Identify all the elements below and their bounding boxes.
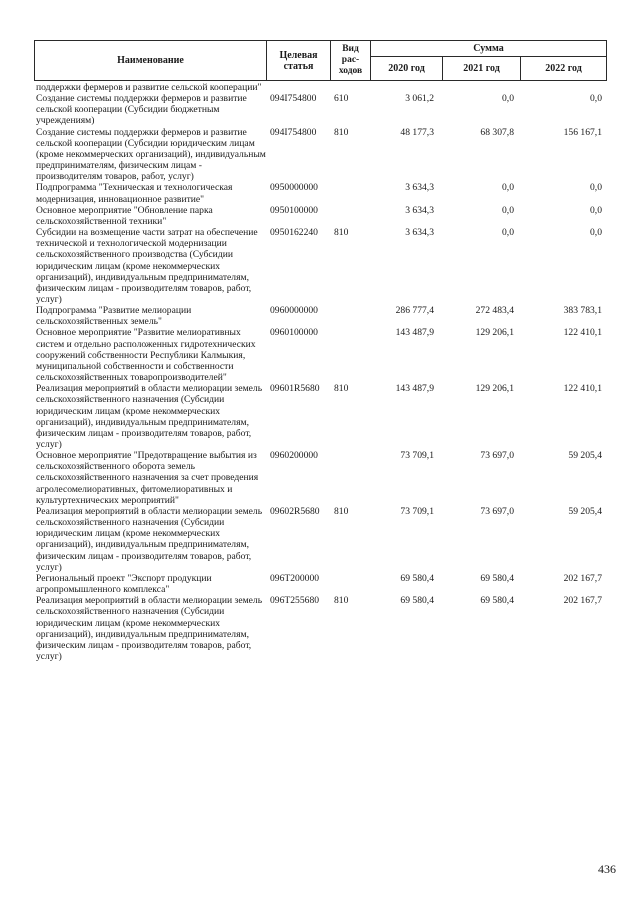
row-expense-kind: 810 <box>334 505 349 517</box>
row-target-code: 096T200000 <box>270 572 320 584</box>
row-value-2021: 0,0 <box>502 182 514 194</box>
row-value-2020: 69 580,4 <box>400 595 434 607</box>
row-expense-kind: 810 <box>334 383 349 395</box>
header-target: Целевая статья <box>267 41 331 81</box>
row-target-code: 0960200000 <box>270 450 318 462</box>
row-name: Реализация мероприятий в области мелиорации земель сельскохозяйственного назначения (Субсидии юридическим лицам (кроме некоммерческих организаций), индивидуальным предпринимателям, физическим лицам - производителям товаров, работ, услуг) <box>36 595 263 662</box>
row-name: Создание системы поддержки фермеров и развитие сельской кооперации (Субсидии бюджетным учреждениям) <box>36 93 247 127</box>
row-value-2022: 156 167,1 <box>563 126 602 138</box>
row-value-2021: 272 483,4 <box>475 305 514 317</box>
row-target-code: 0950162240 <box>270 227 318 239</box>
header-2022: 2022 год <box>521 57 607 81</box>
row-target-code: 094I754800 <box>270 126 317 138</box>
row-value-2021: 69 580,4 <box>480 595 514 607</box>
table-row <box>34 127 606 183</box>
row-expense-kind: 810 <box>334 126 349 138</box>
row-value-2020: 3 634,3 <box>405 204 434 216</box>
row-value-2022: 59 205,4 <box>568 505 602 517</box>
row-target-code: 0960000000 <box>270 305 318 317</box>
table-row <box>34 327 606 383</box>
header-2020: 2020 год <box>371 57 443 81</box>
row-target-code: 096T255680 <box>270 595 320 607</box>
row-value-2021: 0,0 <box>502 93 514 105</box>
header-2021: 2021 год <box>443 57 521 81</box>
row-value-2022: 0,0 <box>590 182 602 194</box>
table-header <box>34 40 607 81</box>
row-name: Реализация мероприятий в области мелиорации земель сельскохозяйственного назначения (Субсидии юридическим лицам (кроме некоммерческих организаций), индивидуальным предпринимателям, физическим лицам - производителям товаров, работ, услуг) <box>36 383 263 450</box>
row-value-2022: 383 783,1 <box>563 305 602 317</box>
row-value-2021: 0,0 <box>502 204 514 216</box>
row-value-2020: 3 634,3 <box>405 182 434 194</box>
row-name: Основное мероприятие "Развитие мелиоративных систем и отдельно расположенных гидротехнических сооружений собственности Республики Калмыкия, муниципальной собственности и собственности сельскохозяйственных товаропроизводителей" <box>36 327 256 384</box>
row-name: Основное мероприятие "Обновление парка сельскохозяйственной техники" <box>36 204 213 227</box>
table-row <box>34 573 606 595</box>
row-value-2021: 129 206,1 <box>475 327 514 339</box>
row-value-2022: 202 167,7 <box>563 595 602 607</box>
row-value-2020: 48 177,3 <box>400 126 434 138</box>
row-name: Основное мероприятие "Предотвращение выбытия из сельскохозяйственного оборота земель сельскохозяйственного назначения за счет проведения агролесомелиоративных, фитомелиоративных и культуртехнических мероприятий" <box>36 450 259 506</box>
table-row <box>34 450 606 506</box>
row-value-2020: 143 487,9 <box>395 383 434 395</box>
row-name: Региональный проект "Экспорт продукции агропромышленного комплекса" <box>36 572 212 596</box>
table-row <box>34 595 606 662</box>
row-value-2022: 0,0 <box>590 227 602 239</box>
page-number: 436 <box>598 862 616 876</box>
row-value-2021: 73 697,0 <box>480 505 514 517</box>
table-row <box>34 227 606 305</box>
row-value-2022: 59 205,4 <box>568 450 602 462</box>
row-value-2020: 73 709,1 <box>400 450 434 462</box>
row-value-2021: 0,0 <box>502 227 514 239</box>
row-value-2021: 129 206,1 <box>475 383 514 395</box>
row-target-code: 0950100000 <box>270 204 318 216</box>
row-target-code: 0960100000 <box>270 327 318 339</box>
table-row <box>34 506 606 573</box>
row-expense-kind: 610 <box>334 93 349 105</box>
header-kind: Вид рас- ходов <box>331 41 371 81</box>
row-name: Реализация мероприятий в области мелиорации земель сельскохозяйственного назначения (Субсидии юридическим лицам (кроме некоммерческих организаций), индивидуальным предпринимателям, физическим лицам - производителям товаров, работ, услуг) <box>36 505 263 573</box>
row-value-2021: 73 697,0 <box>480 450 514 462</box>
row-value-2020: 73 709,1 <box>400 505 434 517</box>
row-target-code: 09602R5680 <box>270 505 320 517</box>
row-value-2022: 0,0 <box>590 93 602 105</box>
row-expense-kind: 810 <box>334 595 349 607</box>
row-value-2021: 68 307,8 <box>480 126 514 138</box>
row-value-2022: 122 410,1 <box>563 327 602 339</box>
table-row <box>34 305 606 327</box>
row-value-2020: 286 777,4 <box>395 305 434 317</box>
row-value-2020: 3 061,2 <box>405 93 434 105</box>
row-value-2020: 143 487,9 <box>395 327 434 339</box>
table-row <box>34 93 606 126</box>
table-row <box>34 82 606 93</box>
row-value-2020: 69 580,4 <box>400 572 434 584</box>
row-target-code: 09601R5680 <box>270 383 320 395</box>
row-value-2020: 3 634,3 <box>405 227 434 239</box>
table-row <box>34 205 606 227</box>
table-row <box>34 383 606 450</box>
row-value-2022: 0,0 <box>590 204 602 216</box>
table-body <box>34 82 606 662</box>
header-name: Наименование <box>35 41 267 81</box>
table-row <box>34 182 606 204</box>
row-name: поддержки фермеров и развитие сельской кооперации" <box>36 82 262 93</box>
row-name: Подпрограмма "Развитие мелиорации сельскохозяйственных земель" <box>36 305 192 328</box>
row-expense-kind: 810 <box>334 227 349 239</box>
row-value-2021: 69 580,4 <box>480 572 514 584</box>
row-value-2022: 202 167,7 <box>563 572 602 584</box>
row-name: Подпрограмма "Техническая и технологическая модернизация, инновационное развитие" <box>36 182 233 205</box>
row-value-2022: 122 410,1 <box>563 383 602 395</box>
row-target-code: 0950000000 <box>270 182 318 194</box>
row-target-code: 094I754800 <box>270 93 317 105</box>
row-name: Субсидии на возмещение части затрат на обеспечение технической и технологической модернизации сельскохозяйственного производства (Субсидии юридическим лицам (кроме некоммерческих организаций), индивидуальным предпринимателям, физическим лицам - производителям товаров, работ, услуг) <box>36 227 258 305</box>
row-name: Создание системы поддержки фермеров и развитие сельской кооперации (Субсидии юридическим лицам (кроме некоммерческих организаций), индивидуальным предпринимателям, физическим лицам - производителям товаров, работ, услуг) <box>36 126 266 183</box>
header-sum: Сумма <box>371 41 607 57</box>
